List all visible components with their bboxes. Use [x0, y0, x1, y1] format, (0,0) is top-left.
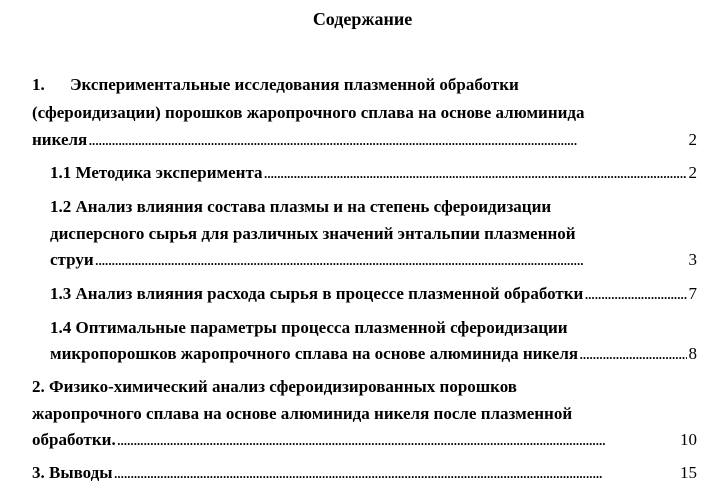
toc-entry-1-text: Экспериментальные исследования плазменной обработки [70, 75, 519, 94]
toc-entry-1-1[interactable] [50, 163, 697, 183]
toc-entry-2-line-1: 2. Физико-химический анализ сфероидизированных порошков [32, 377, 517, 396]
toc-entry-2-text-end: обработки. [32, 430, 116, 449]
dot-leader [114, 463, 678, 483]
dot-leader [264, 163, 687, 183]
toc-entry-1-4-text-end: микропорошков жаропрочного сплава на основе алюминида никеля [50, 344, 579, 363]
toc-entry-1-2-line-2: дисперсного сырья для различных значений энтальпии плазменной [50, 224, 576, 243]
toc-entry-1-text-end: никеля [32, 130, 88, 149]
dot-leader [95, 250, 687, 270]
toc-entry-3[interactable] [32, 463, 697, 483]
toc-entry-1-4-line-1: 1.4 Оптимальные параметры процесса плазменной сфероидизации [50, 318, 568, 337]
toc-entry-1-line-1 [32, 75, 519, 95]
toc-entry-1-3-text: 1.3 Анализ влияния расхода сырья в процессе плазменной обработки [50, 284, 584, 303]
toc-entry-1-4-page: 8 [688, 344, 697, 363]
dot-leader [88, 130, 686, 150]
toc-entry-1-1-page: 2 [688, 163, 697, 182]
toc-entry-1-4-line-2[interactable] [50, 344, 697, 364]
toc-entry-3-page: 15 [680, 463, 697, 482]
toc-entry-2-line-3[interactable] [32, 430, 697, 450]
dot-leader [584, 284, 686, 304]
toc-entry-1-3-page: 7 [688, 284, 697, 303]
toc-entry-1-1-text: 1.1 Методика эксперимента [50, 163, 263, 182]
toc-entry-1-2-text-end: струи [50, 250, 94, 269]
toc-entry-1-2-line-3[interactable] [50, 250, 697, 270]
document-title: Содержание [312, 9, 413, 29]
toc-entry-2-line-2: жаропрочного сплава на основе алюминида никеля после плазменной [32, 404, 573, 423]
dot-leader [117, 430, 678, 450]
toc-entry-1-number: 1. [32, 75, 45, 94]
toc-entry-1-2-line-1: 1.2 Анализ влияния состава плазмы и на степень сфероидизации [50, 197, 552, 216]
toc-entry-1-2-page: 3 [688, 250, 697, 269]
toc-entry-1-page: 2 [688, 130, 697, 149]
toc-entry-1-line-2: (сфероидизации) порошков жаропрочного сплава на основе алюминида [32, 103, 585, 122]
toc-entry-1-3[interactable] [50, 284, 697, 304]
toc-entry-3-text: 3. Выводы [32, 463, 113, 482]
toc-entry-1-line-3[interactable] [32, 130, 697, 150]
toc-entry-2-page: 10 [680, 430, 697, 449]
dot-leader [579, 344, 686, 364]
